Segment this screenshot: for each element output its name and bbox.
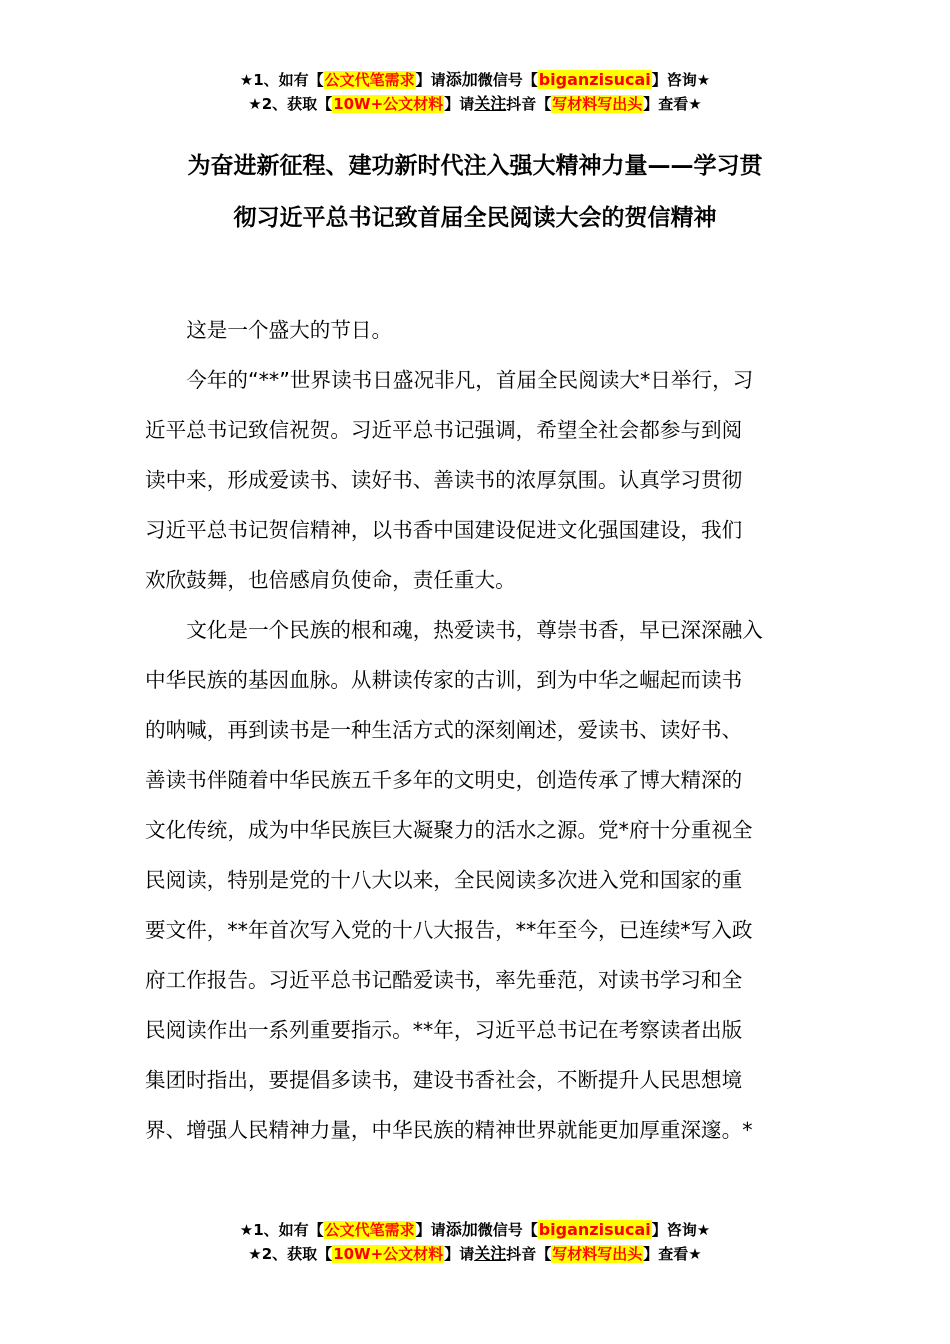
paragraph-line: 这是一个盛大的节日。 — [186, 318, 393, 342]
paragraph-line: 界、增强人民精神力量，中华民族的精神世界就能更加厚重深邃。* — [145, 1118, 753, 1142]
banner-line-1 — [0, 68, 950, 92]
banner-line-1 — [0, 1218, 950, 1242]
banner-line-2 — [0, 1242, 950, 1266]
paragraph-line: 府工作报告。习近平总书记酷爱读书，率先垂范，对读书学习和全 — [145, 968, 743, 992]
paragraph-line: 近平总书记致信祝贺。习近平总书记强调，希望全社会都参与到阅 — [145, 418, 743, 442]
banner-text: 抖音【 — [506, 1245, 552, 1263]
banner-text: 】请 — [444, 1245, 475, 1263]
banner-text: 抖音【 — [506, 95, 552, 113]
paragraph-line: 欢欣鼓舞，也倍感肩负使命，责任重大。 — [145, 568, 516, 592]
bottom-banner — [0, 1218, 950, 1266]
paragraph-line: 要文件，**年首次写入党的十八大报告，**年至今，已连续*写入政 — [145, 918, 753, 942]
banner-highlight: biganzisucai — [538, 70, 651, 89]
banner-highlight: 公文代笔需求 — [324, 1221, 415, 1239]
banner-emphasis: 添加 — [445, 1220, 478, 1239]
document-title — [145, 140, 805, 244]
paragraph-line: 文化是一个民族的根和魂，热爱读书，尊崇书香，早已深深融入 — [186, 618, 763, 642]
banner-highlight: 公文代笔需求 — [324, 71, 415, 89]
title-line-1: 为奋进新征程、建功新时代注入强大精神力量——学习贯 — [187, 153, 763, 179]
paragraph-line: 集团时指出，要提倡多读书，建设书香社会，不断提升人民思想境 — [145, 1068, 743, 1092]
paragraph-line: 中华民族的基因血脉。从耕读传家的古训，到为中华之崛起而读书 — [145, 668, 743, 692]
banner-highlight: 写材料写出头 — [552, 1245, 643, 1263]
banner-emphasis: 关注 — [474, 1244, 507, 1263]
banner-text: ★2、获取【 — [248, 1245, 333, 1263]
paragraph — [145, 355, 805, 605]
paragraph — [145, 605, 805, 1155]
banner-text: 】请 — [415, 1221, 446, 1239]
banner-text: 】请 — [415, 71, 446, 89]
paragraph-line: 文化传统，成为中华民族巨大凝聚力的活水之源。党*府十分重视全 — [145, 818, 753, 842]
banner-text: ★2、获取【 — [248, 95, 333, 113]
paragraph-line: 善读书伴随着中华民族五千多年的文明史，创造传承了博大精深的 — [145, 768, 743, 792]
banner-text: 】咨询★ — [651, 1221, 711, 1239]
banner-text: 微信号【 — [477, 71, 538, 89]
banner-highlight: biganzisucai — [538, 1220, 651, 1239]
paragraph — [145, 305, 805, 355]
banner-text: 】咨询★ — [651, 71, 711, 89]
banner-text: ★1、如有【 — [239, 1221, 324, 1239]
top-banner — [0, 68, 950, 116]
paragraph-line: 习近平总书记贺信精神，以书香中国建设促进文化强国建设，我们 — [145, 518, 743, 542]
banner-highlight: 10W+公文材料 — [333, 1245, 444, 1263]
paragraph-line: 今年的“**”世界读书日盛况非凡，首届全民阅读大*日举行，习 — [186, 368, 754, 392]
banner-highlight: 写材料写出头 — [552, 95, 643, 113]
banner-text: 】查看★ — [643, 1245, 702, 1263]
banner-text: 微信号【 — [477, 1221, 538, 1239]
paragraph-line: 民阅读作出一系列重要指示。**年，习近平总书记在考察读者出版 — [145, 1018, 743, 1042]
paragraph-line: 读中来，形成爱读书、读好书、善读书的浓厚氛围。认真学习贯彻 — [145, 468, 743, 492]
banner-text: ★1、如有【 — [239, 71, 324, 89]
banner-emphasis: 关注 — [474, 94, 507, 113]
banner-emphasis: 添加 — [445, 70, 478, 89]
banner-text: 】请 — [444, 95, 475, 113]
paragraph-line: 民阅读，特别是党的十八大以来，全民阅读多次进入党和国家的重 — [145, 868, 743, 892]
banner-text: 】查看★ — [643, 95, 702, 113]
banner-highlight: 10W+公文材料 — [333, 95, 444, 113]
document-body — [145, 305, 805, 1155]
paragraph-line: 的呐喊，再到读书是一种生活方式的深刻阐述，爱读书、读好书、 — [145, 718, 743, 742]
title-line-2: 彻习近平总书记致首届全民阅读大会的贺信精神 — [233, 205, 717, 231]
banner-line-2 — [0, 92, 950, 116]
